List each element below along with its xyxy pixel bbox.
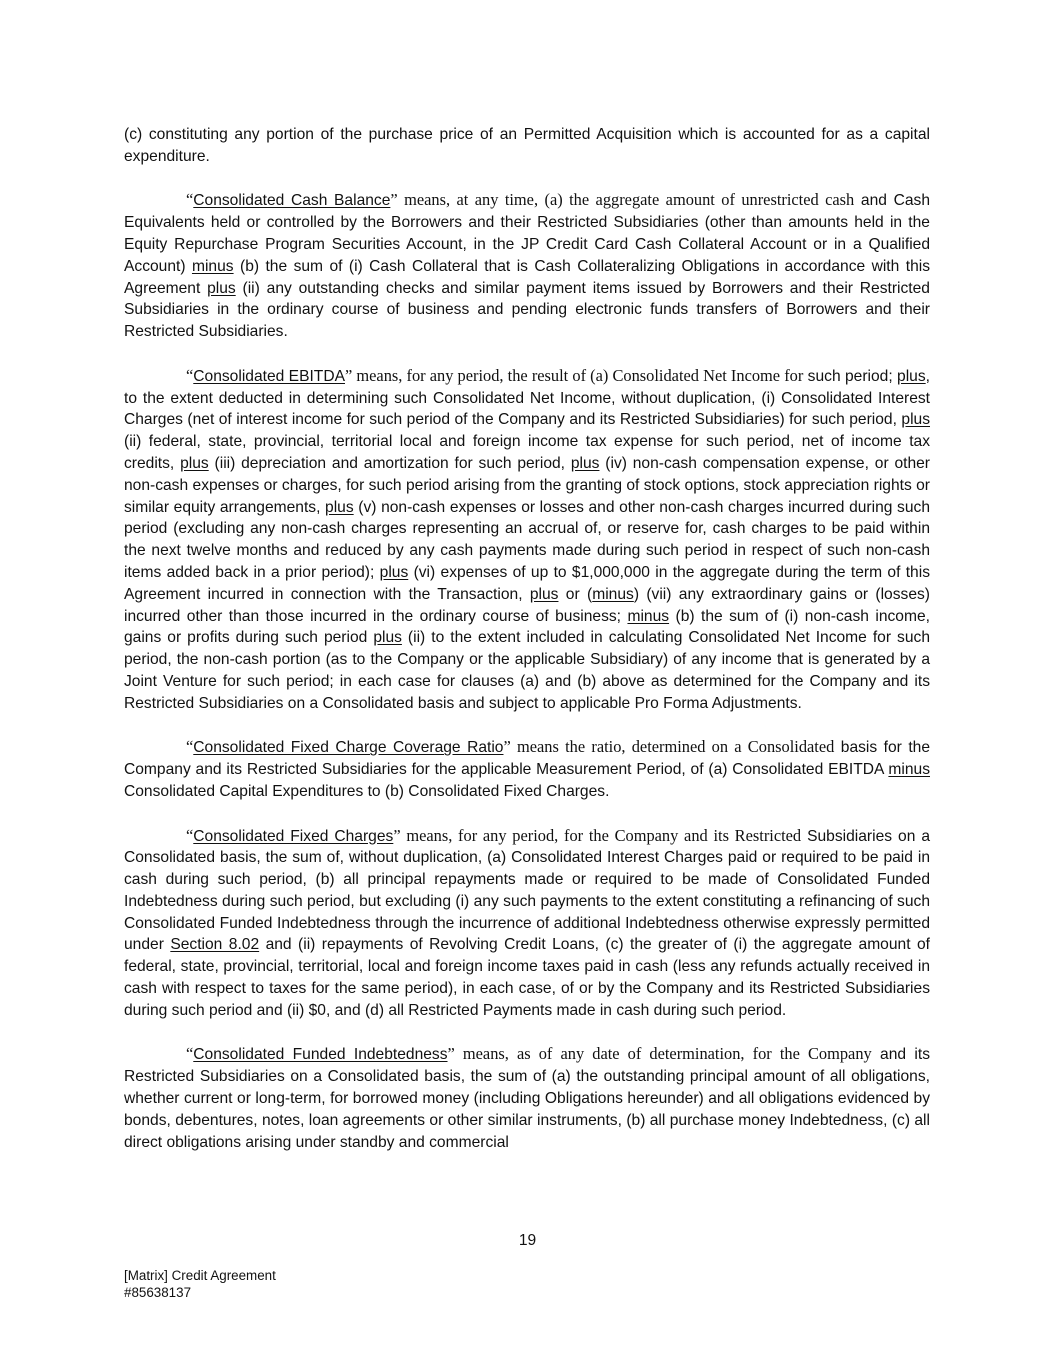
- defined-term: Consolidated Fixed Charge Coverage Ratio: [193, 739, 504, 757]
- footer-doc-number: #85638137: [124, 1285, 192, 1300]
- definition-consolidated-ebitda: “Consolidated EBITDA” means, for any period, the result of (a) Consolidated Net Income for such period; plus, to the extent deducted in determining such Consolidated Net Income, without duplication, (i) Consolidated Interest Charges (net of interest income for such period of the Company and its Restricted Subsidiaries) for such period, plus (ii) federal, state, provincial, territorial local and foreign income tax expense for such period, net of income tax credits, plus (iii) depreciation and amortization for such period, plus (iv) non-cash compensation expense, or other non-cash expenses or charges, for such period arising from the granting of stock options, stock appreciation rights or similar equity arrangements, plus (v) non-cash expenses or losses and other non-cash charges incurred during such period (excluding any non-cash charges representing an accrual of, or reserve for, cash charges to be paid within the next twelve months and reduced by any cash payments made during such period in respect of such non-cash items added back in a prior period); plus (vi) expenses of up to $1,000,000 in the aggregate during the term of this Agreement incurred in connection with the Transaction, plus or (minus) (vii) any extraordinary gains or (losses) incurred other than those incurred in the ordinary course of business; minus (b) the sum of (i) non-cash income, gains or profits during such period plus (ii) to the extent included in calculating Consolidated Net Income for such period, the non-cash portion (as to the Company or the applicable Subsidiary) of any income that is generated by a Joint Venture for such period; in each case for clauses (a) and (b) above as determined for the Company and its Restricted Subsidiaries on a Consolidated basis and subject to applicable Pro Forma Adjustments.: [124, 365, 931, 712]
- underlined-word: plus: [897, 367, 926, 385]
- underlined-word: plus: [325, 498, 354, 516]
- underlined-word: plus: [180, 454, 209, 472]
- open-quote: “: [186, 1044, 194, 1064]
- underlined-word: minus: [592, 585, 634, 603]
- document-footer: [124, 1267, 276, 1301]
- document-body: [124, 124, 930, 1175]
- underlined-word: plus: [901, 411, 930, 429]
- footer-doc-title: [Matrix] Credit Agreement: [124, 1268, 276, 1283]
- defined-term: Consolidated Funded Indebtedness: [193, 1046, 448, 1064]
- page-number: 19: [518, 1232, 537, 1249]
- open-quote: “: [186, 737, 194, 757]
- underlined-word: plus: [207, 279, 236, 297]
- underlined-word: plus: [373, 629, 402, 647]
- underlined-word: minus: [191, 257, 234, 275]
- defined-term: Consolidated Fixed Charges: [193, 827, 394, 845]
- paragraph-continuation: (c) constituting any portion of the purchase price of an Permitted Acquisition which is accounted for as a capital expenditure.: [124, 126, 930, 165]
- underlined-word: plus: [529, 585, 559, 603]
- definition-lead: ” means, for any period, the result of (a) Consolidated Net Income for: [345, 365, 804, 385]
- definition-consolidated-fixed-charges: “Consolidated Fixed Charges” means, for any period, for the Company and its Restricted Subsidiaries on a Consolidated basis, the sum of, without duplication, (a) Consolidated Interest Charges paid or required to be paid in cash during such period, (b) all principal repayments made or required to be made of Consolidated Funded Indebtedness during such period, but excluding (i) any such payments to the extent constituting a refinancing of such Consolidated Funded Indebtedness through the incurrence of additional Indebtedness otherwise expressly permitted under Section 8.02 and (ii) repayments of Revolving Credit Loans, (c) the greater of (i) the aggregate amount of federal, state, provincial, territorial, local and foreign income taxes paid in cash (less any refunds actually received in cash with respect to taxes for the same period), in each case, of or by the Company and its Restricted Subsidiaries during such period and (ii) $0, and (d) all Restricted Payments made in cash during such period.: [124, 825, 931, 1019]
- definition-consolidated-cash-balance: “Consolidated Cash Balance” means, at any time, (a) the aggregate amount of unrestricted cash and Cash Equivalents held or controlled by the Borrowers and their Restricted Subsidiaries (other than amounts held in the Equity Repurchase Program Securities Account, in the JP Credit Card Cash Collateral Account or in a Qualified Account) minus (b) the sum of (i) Cash Collateral that is Cash Collateralizing Obligations in accordance with this Agreement plus (ii) any outstanding checks and similar payment items issued by Borrowers and their Restricted Subsidiaries in the ordinary course of business and pending electronic funds transfers of Borrowers and their Restricted Subsidiaries.: [124, 190, 931, 341]
- open-quote: “: [186, 190, 194, 210]
- underlined-word: minus: [888, 761, 930, 779]
- open-quote: “: [186, 825, 194, 845]
- definition-consolidated-funded-indebtedness: “Consolidated Funded Indebtedness” means, as of any date of determination, for the Company and its Restricted Subsidiaries on a Consolidated basis, the sum of (a) the outstanding principal amount of all obligations, whether current or long-term, for borrowed money (including Obligations hereunder) and all obligations evidenced by bonds, debentures, notes, loan agreements or other similar instruments, (b) all purchase money Indebtedness, (c) all direct obligations arising under standby and commercial: [124, 1044, 931, 1151]
- definition-lead: ” means, at any time, (a) the aggregate amount of unrestricted cash: [390, 190, 855, 210]
- section-reference: Section 8.02: [170, 936, 260, 954]
- definition-consolidated-fixed-charge-coverage-ratio: “Consolidated Fixed Charge Coverage Ratio” means the ratio, determined on a Consolidated basis for the Company and its Restricted Subsidiaries for the applicable Measurement Period, of (a) Consolidated EBITDA minus Consolidated Capital Expenditures to (b) Consolidated Fixed Charges.: [124, 737, 930, 800]
- underlined-word: minus: [627, 607, 670, 625]
- definition-lead: ” means the ratio, determined on a Consolidated: [503, 737, 835, 757]
- defined-term: Consolidated EBITDA: [193, 367, 345, 385]
- definition-lead: ” means, as of any date of determination, for the Company: [447, 1044, 872, 1064]
- underlined-word: plus: [570, 454, 600, 472]
- underlined-word: plus: [379, 563, 409, 581]
- open-quote: “: [186, 365, 194, 385]
- definition-lead: ” means, for any period, for the Company and its Restricted: [393, 825, 802, 845]
- defined-term: Consolidated Cash Balance: [193, 192, 391, 210]
